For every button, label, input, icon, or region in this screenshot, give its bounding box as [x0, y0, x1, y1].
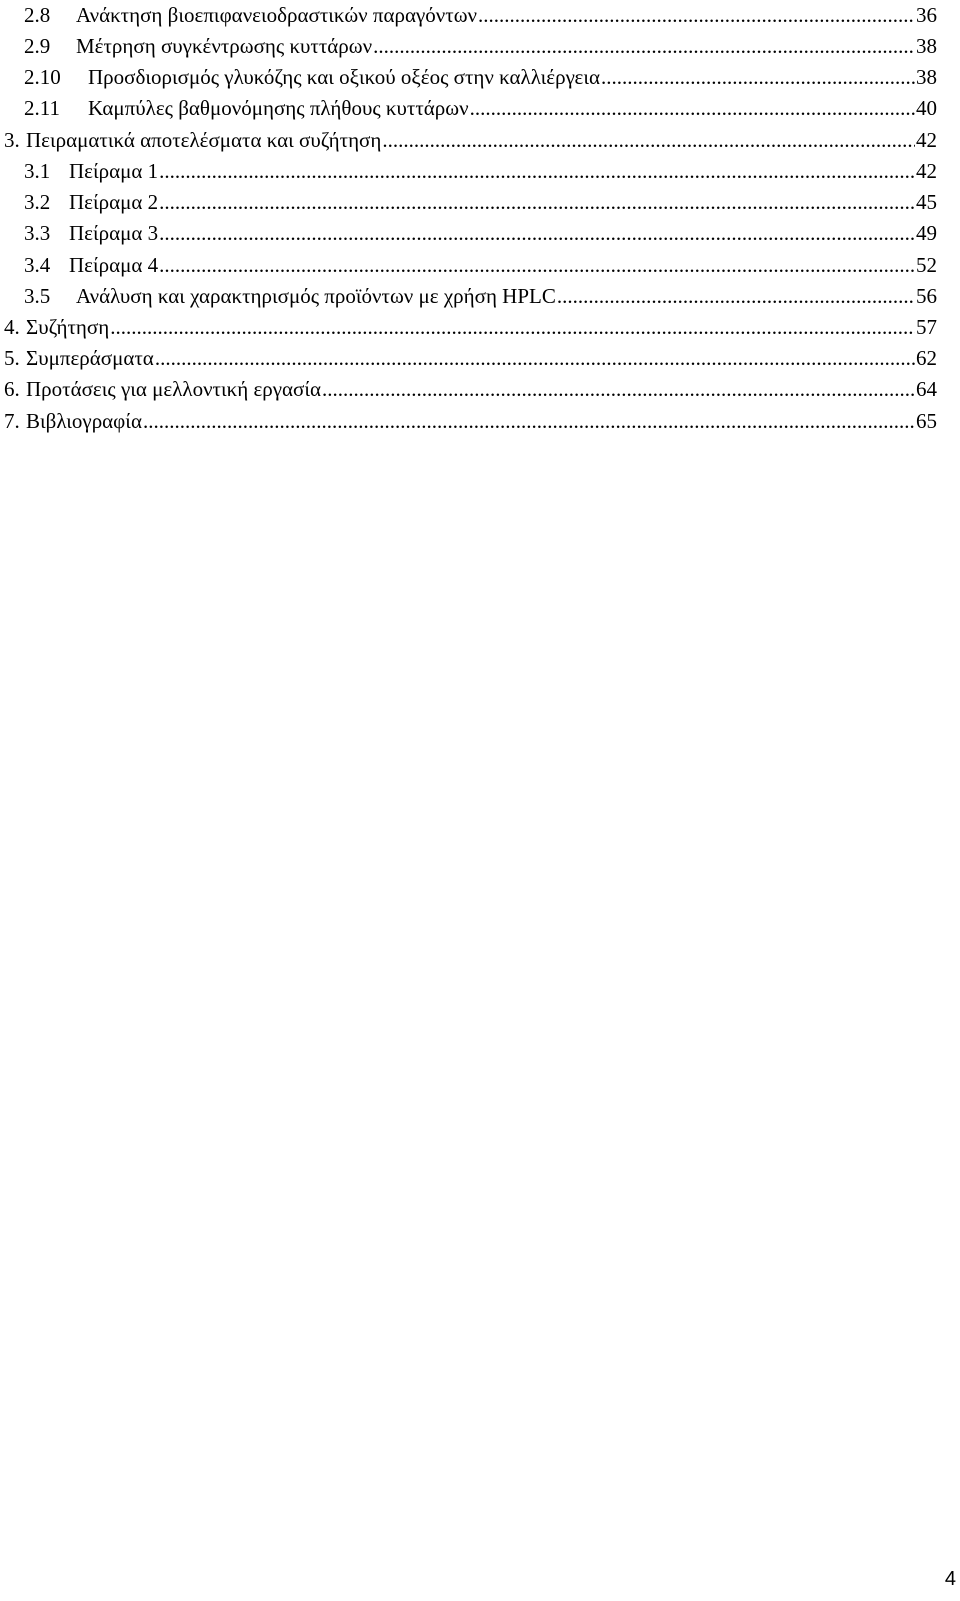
toc-entry-number: 2.10	[24, 65, 61, 89]
toc-entry-number: 3.	[4, 128, 20, 152]
toc-dot-leader	[478, 0, 915, 30]
toc-dot-leader	[159, 218, 915, 248]
toc-entry-page: 38	[916, 65, 937, 89]
toc-entry-number: 3.2	[24, 190, 51, 214]
toc-entry-3-5[interactable]	[24, 281, 937, 311]
toc-entry-4[interactable]	[4, 312, 937, 342]
toc-entry-number: 4.	[4, 315, 20, 339]
toc-entry-title: Καμπύλες βαθμονόμησης πλήθους κυττάρων	[88, 96, 469, 120]
toc-entry-2-11[interactable]	[24, 93, 937, 123]
toc-entry-7[interactable]	[4, 406, 937, 436]
toc-entry-title: Πείραμα 3	[69, 221, 159, 245]
toc-entry-3-4[interactable]	[24, 250, 937, 280]
toc-entry-page: 38	[916, 34, 937, 58]
toc-entry-page: 40	[916, 96, 937, 120]
toc-dot-leader	[470, 93, 915, 123]
toc-entry-title: Ανάλυση και χαρακτηρισμός προϊόντων με χρήση HPLC	[76, 284, 556, 308]
toc-dot-leader	[557, 281, 915, 311]
toc-entry-2-9[interactable]	[24, 31, 937, 61]
toc-entry-page: 56	[916, 284, 937, 308]
toc-entry-3-3[interactable]	[24, 218, 937, 248]
toc-entry-2-10[interactable]	[24, 62, 937, 92]
toc-entry-number: 3.3	[24, 221, 51, 245]
toc-dot-leader	[110, 312, 915, 342]
toc-entry-3[interactable]	[4, 125, 937, 155]
toc-entry-number: 2.9	[24, 34, 51, 58]
toc-entry-3-1[interactable]	[24, 156, 937, 186]
toc-dot-leader	[322, 374, 915, 404]
toc-entry-page: 42	[916, 159, 937, 183]
toc-dot-leader	[155, 343, 915, 373]
toc-dot-leader	[373, 31, 915, 61]
toc-entry-title: Συζήτηση	[26, 315, 110, 339]
toc-entry-5[interactable]	[4, 343, 937, 373]
toc-dot-leader	[159, 250, 915, 280]
toc-entry-title: Συμπεράσματα	[26, 346, 154, 370]
toc-entry-title: Πείραμα 2	[69, 190, 159, 214]
toc-entry-3-2[interactable]	[24, 187, 937, 217]
toc-entry-title: Πείραμα 4	[69, 253, 159, 277]
toc-entry-number: 2.8	[24, 3, 51, 27]
toc-entry-page: 57	[916, 315, 937, 339]
toc-entry-page: 36	[916, 3, 937, 27]
toc-entry-title: Ανάκτηση βιοεπιφανειοδραστικών παραγόντων	[76, 3, 478, 27]
toc-entry-title: Προτάσεις για μελλοντική εργασία	[26, 377, 322, 401]
toc-entry-number: 3.5	[24, 284, 51, 308]
toc-dot-leader	[159, 156, 915, 186]
toc-entry-2-8[interactable]	[24, 0, 937, 30]
toc-entry-title: Πειραματικά αποτελέσματα και συζήτηση	[26, 128, 382, 152]
toc-entry-page: 62	[916, 346, 937, 370]
toc-entry-page: 42	[916, 128, 937, 152]
toc-entry-number: 5.	[4, 346, 20, 370]
toc-entry-number: 3.1	[24, 159, 51, 183]
toc-entry-page: 52	[916, 253, 937, 277]
toc-entry-number: 7.	[4, 409, 20, 433]
toc-entry-page: 65	[916, 409, 937, 433]
toc-entry-title: Πείραμα 1	[69, 159, 159, 183]
toc-entry-page: 64	[916, 377, 937, 401]
toc-entry-number: 6.	[4, 377, 20, 401]
toc-dot-leader	[143, 406, 915, 436]
toc-dot-leader	[159, 187, 915, 217]
toc-entry-title: Προσδιορισμός γλυκόζης και οξικού οξέος στην καλλιέργεια	[88, 65, 600, 89]
toc-entry-number: 2.11	[24, 96, 60, 120]
toc-entry-page: 45	[916, 190, 937, 214]
toc-dot-leader	[601, 62, 915, 92]
toc-entry-title: Βιβλιογραφία	[26, 409, 142, 433]
toc-dot-leader	[382, 125, 915, 155]
toc-entry-title: Μέτρηση συγκέντρωσης κυττάρων	[76, 34, 373, 58]
toc-entry-page: 49	[916, 221, 937, 245]
page-number: 4	[944, 1568, 956, 1590]
toc-entry-6[interactable]	[4, 374, 937, 404]
toc-entry-number: 3.4	[24, 253, 51, 277]
